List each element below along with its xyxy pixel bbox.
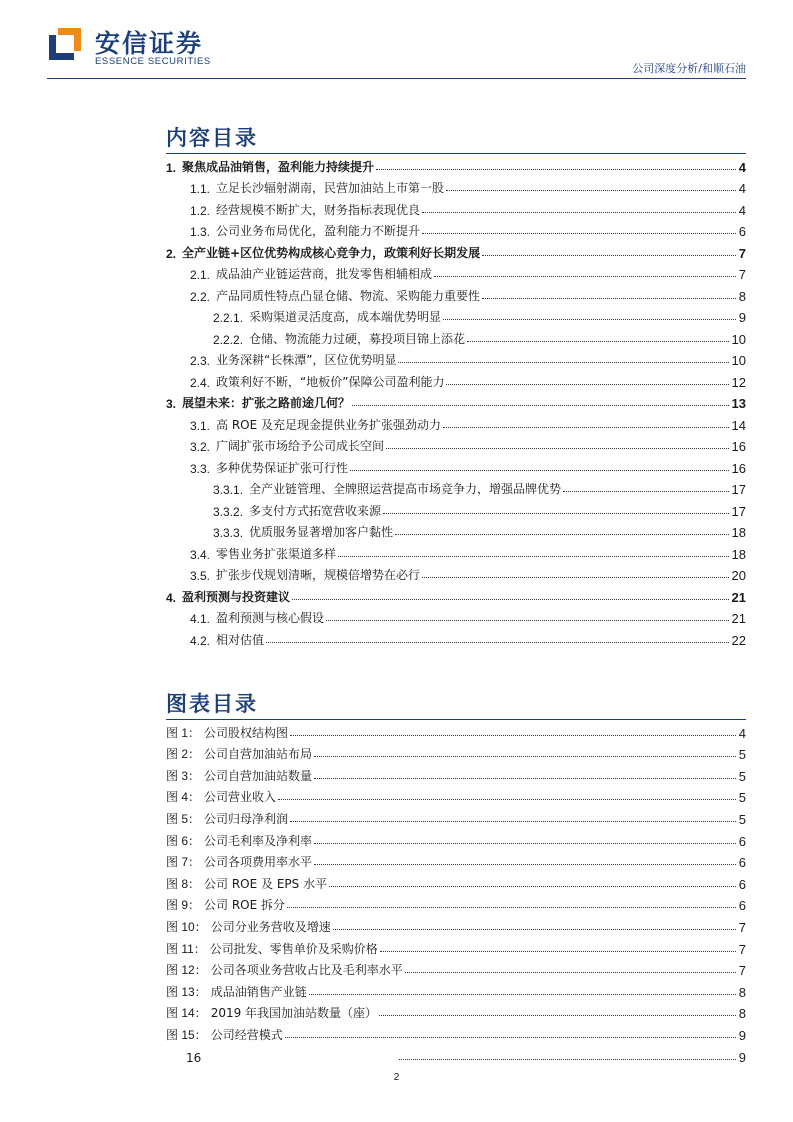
figure-entry-text: 公司营业收入 bbox=[204, 790, 277, 805]
figure-entry-page: 7 bbox=[738, 919, 746, 935]
figure-entry[interactable] bbox=[166, 935, 746, 957]
figure-entry[interactable] bbox=[166, 1000, 746, 1022]
toc-entry-page: 13 bbox=[731, 396, 746, 411]
leader-dots bbox=[292, 599, 729, 600]
toc-entry-text: 展望未来：扩张之路前途几何？ bbox=[182, 396, 351, 410]
toc-entry-text: 仓储、物流能力过硬，募投项目锦上添花 bbox=[249, 331, 466, 346]
toc-entry-number: 1.2. bbox=[190, 203, 211, 218]
figure-entry-page: 9 bbox=[738, 1049, 746, 1065]
leader-dots bbox=[395, 534, 728, 535]
figure-entry-page: 6 bbox=[738, 855, 746, 871]
toc-entry-number: 2.3. bbox=[190, 354, 211, 368]
toc-entry-text: 公司业务布局优化，盈利能力不断提升 bbox=[216, 224, 421, 238]
figure-entry[interactable] bbox=[166, 978, 746, 1000]
leader-dots bbox=[285, 1037, 736, 1038]
figure-entry-text: 公司经营模式 bbox=[210, 1027, 283, 1042]
leader-dots bbox=[376, 169, 736, 170]
toc-entry-page: 18 bbox=[731, 546, 746, 562]
figure-entry-page: 5 bbox=[738, 790, 746, 806]
toc-entry[interactable] bbox=[166, 562, 746, 584]
toc-entry-page: 4 bbox=[738, 202, 746, 218]
toc-entry-text: 聚焦成品油销售，盈利能力持续提升 bbox=[182, 159, 375, 174]
toc-entry-page: 4 bbox=[738, 181, 746, 196]
toc-entry[interactable] bbox=[166, 583, 746, 605]
toc-entry-number: 3.3.1. bbox=[213, 483, 244, 497]
leader-dots bbox=[398, 362, 728, 363]
toc-entry[interactable] bbox=[166, 390, 746, 412]
figure-entry-number: 图 13： bbox=[166, 984, 207, 999]
figure-entry-text: 公司归母净利润 bbox=[204, 811, 289, 826]
figure-entry-text: 公司自营加油站布局 bbox=[204, 747, 313, 762]
leader-dots bbox=[338, 556, 729, 557]
essence-logo-icon bbox=[47, 26, 83, 62]
toc-entry-text: 盈利预测与投资建议 bbox=[182, 589, 291, 604]
toc-entry-number: 3.5. bbox=[190, 569, 211, 583]
toc-entry-number: 3.2. bbox=[190, 440, 211, 454]
toc-entry-number: 2.2.1. bbox=[213, 311, 244, 325]
figure-entry[interactable] bbox=[166, 892, 746, 914]
toc-entry-number: 3.3.2. bbox=[213, 504, 244, 519]
figure-entry[interactable] bbox=[166, 741, 746, 763]
toc-entry[interactable] bbox=[166, 519, 746, 541]
figure-entry-page: 5 bbox=[738, 768, 746, 784]
leader-dots bbox=[446, 384, 728, 385]
leader-dots bbox=[287, 907, 736, 908]
toc-entry-page: 10 bbox=[731, 353, 746, 368]
leader-dots bbox=[422, 212, 736, 213]
toc-entry-page: 4 bbox=[738, 159, 746, 175]
leader-dots bbox=[278, 799, 736, 800]
leader-dots bbox=[422, 577, 729, 578]
brand-name-en: ESSENCE SECURITIES bbox=[95, 56, 211, 67]
figure-entry-text: 2019 年我国加油站数量（座） bbox=[210, 1006, 378, 1021]
toc-entry-text: 多种优势保证扩张可行性 bbox=[216, 460, 349, 475]
figure-entry-number: 图 15： bbox=[166, 1027, 207, 1042]
toc-entry-text: 相对估值 bbox=[216, 632, 265, 647]
toc-entry-number: 1.1. bbox=[190, 182, 211, 196]
toc-entry-number: 2.4. bbox=[190, 375, 211, 390]
toc-entry-page: 22 bbox=[731, 632, 746, 648]
toc-entry-text: 全产业链+区位优势构成核心竞争力，政策利好长期发展 bbox=[182, 245, 481, 260]
toc-entry-text: 政策利好不断，“地板价”保障公司盈利能力 bbox=[216, 374, 445, 389]
figure-entry-number: 图 9： bbox=[166, 898, 201, 913]
figure-entry-text: 16 bbox=[186, 1050, 202, 1065]
leader-dots bbox=[333, 929, 736, 930]
leader-dots bbox=[482, 298, 736, 299]
toc-entry-text: 广阔扩张市场给予公司成长空间 bbox=[216, 439, 385, 453]
figure-entry-page: 6 bbox=[738, 833, 746, 849]
figure-entry-page: 7 bbox=[738, 963, 746, 979]
toc-entry-page: 6 bbox=[738, 224, 746, 239]
figure-entry[interactable] bbox=[166, 1043, 746, 1065]
leader-dots bbox=[446, 190, 736, 191]
toc-entry[interactable] bbox=[166, 261, 746, 283]
figure-entry[interactable] bbox=[166, 805, 746, 827]
figure-entry-number: 图 8： bbox=[166, 876, 201, 891]
toc-entry[interactable] bbox=[166, 196, 746, 218]
toc-entry-text: 产品同质性特点凸显仓储、物流、采购能力重要性 bbox=[216, 288, 481, 303]
figure-entry-text: 公司批发、零售单价及采购价格 bbox=[209, 941, 378, 956]
leader-dots bbox=[314, 756, 736, 757]
toc-entry[interactable] bbox=[166, 411, 746, 433]
leader-dots bbox=[266, 642, 729, 643]
figure-entry-text: 公司股权结构图 bbox=[204, 725, 289, 740]
leader-dots bbox=[467, 341, 728, 342]
lof-title: 图表目录 bbox=[166, 692, 258, 716]
toc-entry-number: 2.2.2. bbox=[213, 332, 244, 347]
figure-entry[interactable] bbox=[166, 957, 746, 979]
figure-entry[interactable] bbox=[166, 784, 746, 806]
figure-entry-number: 图 14： bbox=[166, 1006, 207, 1021]
figure-entry-text: 公司自营加油站数量 bbox=[204, 768, 313, 783]
figure-entry[interactable] bbox=[166, 1021, 746, 1043]
toc-entry[interactable] bbox=[166, 175, 746, 197]
toc-entry[interactable] bbox=[166, 347, 746, 369]
report-label: 公司深度分析/和顺石油 bbox=[632, 62, 746, 75]
figure-entry-page: 9 bbox=[738, 1027, 746, 1043]
toc-entry[interactable] bbox=[166, 454, 746, 476]
figure-entry-text: 成品油销售产业链 bbox=[210, 984, 307, 999]
toc-entry[interactable] bbox=[166, 239, 746, 261]
toc-entry-number: 2.1. bbox=[190, 268, 211, 282]
figure-entry-page: 8 bbox=[738, 1006, 746, 1022]
leader-dots bbox=[422, 233, 736, 234]
toc-list bbox=[166, 153, 746, 648]
figure-entry[interactable] bbox=[166, 827, 746, 849]
toc-entry-text: 业务深耕“长株潭”，区位优势明显 bbox=[216, 353, 397, 367]
toc-entry-number: 3.1. bbox=[190, 418, 211, 433]
leader-dots bbox=[443, 427, 729, 428]
leader-dots bbox=[309, 994, 736, 995]
toc-entry-page: 17 bbox=[731, 503, 746, 519]
leader-dots bbox=[383, 513, 728, 514]
toc-entry-text: 多支付方式拓宽营收来源 bbox=[249, 503, 382, 518]
leader-dots bbox=[380, 951, 736, 952]
figure-entry-number: 图 5： bbox=[166, 811, 201, 826]
leader-dots bbox=[326, 620, 729, 621]
toc-entry-page: 8 bbox=[738, 288, 746, 304]
figure-list bbox=[166, 719, 746, 1065]
toc-entry-page: 21 bbox=[731, 589, 746, 605]
toc-entry[interactable] bbox=[166, 153, 746, 175]
figure-entry-number: 图 1： bbox=[166, 725, 201, 740]
toc-entry-page: 20 bbox=[731, 568, 746, 583]
figure-entry-number: 图 10： bbox=[166, 919, 207, 934]
figure-entry[interactable] bbox=[166, 762, 746, 784]
figure-entry-text: 公司各项费用率水平 bbox=[204, 855, 313, 870]
figure-entry-page: 5 bbox=[738, 811, 746, 827]
figure-entry-number: 图 6： bbox=[166, 833, 201, 848]
figure-entry[interactable] bbox=[166, 849, 746, 871]
leader-dots bbox=[314, 864, 736, 865]
toc-entry-page: 7 bbox=[738, 245, 746, 261]
figure-entry-page: 7 bbox=[738, 941, 746, 957]
toc-entry-page: 7 bbox=[738, 267, 746, 282]
toc-entry-page: 14 bbox=[731, 417, 746, 433]
toc-entry[interactable] bbox=[166, 325, 746, 347]
toc-entry-number: 4. bbox=[166, 590, 177, 605]
leader-dots bbox=[352, 405, 729, 406]
leader-dots bbox=[290, 821, 736, 822]
leader-dots bbox=[314, 843, 736, 844]
figure-entry-number: 图 11： bbox=[166, 941, 206, 956]
toc-entry[interactable] bbox=[166, 218, 746, 240]
figure-entry-page: 4 bbox=[738, 725, 746, 741]
figure-entry-page: 6 bbox=[738, 898, 746, 914]
toc-entry-page: 12 bbox=[731, 374, 746, 390]
figure-entry-number: 图 7： bbox=[166, 855, 201, 870]
leader-dots bbox=[482, 255, 736, 256]
toc-entry-page: 9 bbox=[738, 310, 746, 325]
toc-entry-number: 4.2. bbox=[190, 633, 211, 648]
leader-dots bbox=[405, 972, 736, 973]
leader-dots bbox=[434, 276, 736, 277]
page-header bbox=[0, 0, 793, 80]
figure-entry-page: 5 bbox=[738, 747, 746, 763]
toc-entry[interactable] bbox=[166, 497, 746, 519]
toc-entry-number: 3.3.3. bbox=[213, 526, 244, 540]
toc-entry-text: 优质服务显著增加客户黏性 bbox=[249, 525, 394, 539]
toc-entry-number: 4.1. bbox=[190, 612, 211, 626]
toc-entry-text: 零售业务扩张渠道多样 bbox=[216, 546, 337, 561]
leader-dots bbox=[350, 470, 729, 471]
toc-title: 内容目录 bbox=[166, 126, 258, 150]
leader-dots bbox=[386, 448, 729, 449]
figure-entry-number: 图 2： bbox=[166, 747, 201, 762]
page-number: 2 bbox=[393, 1072, 400, 1083]
toc-entry[interactable] bbox=[166, 605, 746, 627]
leader-dots bbox=[563, 491, 728, 492]
toc-entry-page: 17 bbox=[731, 482, 746, 497]
toc-entry-text: 经营规模不断扩大，财务指标表现优良 bbox=[216, 202, 421, 217]
toc-entry-text: 扩张步伐规划清晰，规模倍增势在必行 bbox=[216, 568, 421, 582]
brand-name-cn: 安信证券 bbox=[95, 29, 204, 58]
toc-entry-page: 16 bbox=[731, 439, 746, 454]
figure-entry-text: 公司 ROE 拆分 bbox=[204, 898, 286, 913]
toc-entry[interactable] bbox=[166, 540, 746, 562]
leader-dots bbox=[379, 1015, 736, 1016]
toc-entry-page: 18 bbox=[731, 525, 746, 540]
toc-entry-number: 3.4. bbox=[190, 547, 211, 562]
toc-entry[interactable] bbox=[166, 626, 746, 648]
toc-entry[interactable] bbox=[166, 368, 746, 390]
toc-entry-number: 3.3. bbox=[190, 461, 211, 476]
toc-entry-number: 1.3. bbox=[190, 225, 211, 239]
toc-entry-page: 16 bbox=[731, 460, 746, 476]
figure-entry-text: 公司 ROE 及 EPS 水平 bbox=[204, 876, 328, 891]
toc-entry-page: 10 bbox=[731, 331, 746, 347]
toc-entry-number: 2.2. bbox=[190, 289, 211, 304]
toc-entry-text: 高 ROE 及充足现金提供业务扩张强劲动力 bbox=[216, 417, 442, 432]
toc-entry-text: 盈利预测与核心假设 bbox=[216, 611, 325, 625]
toc-entry-text: 全产业链管理、全牌照运营提高市场竞争力，增强品牌优势 bbox=[249, 482, 562, 496]
leader-dots bbox=[314, 778, 736, 779]
leader-dots bbox=[399, 1059, 735, 1060]
toc-entry-number: 2. bbox=[166, 246, 177, 261]
toc-entry-page: 21 bbox=[731, 611, 746, 626]
toc-entry[interactable] bbox=[166, 282, 746, 304]
toc-entry-number: 1. bbox=[166, 160, 177, 175]
toc-entry-text: 采购渠道灵活度高，成本端优势明显 bbox=[249, 310, 442, 324]
figure-entry-page: 8 bbox=[738, 984, 746, 1000]
leader-dots bbox=[443, 319, 736, 320]
toc-entry[interactable] bbox=[166, 433, 746, 455]
figure-entry[interactable] bbox=[166, 870, 746, 892]
toc-entry-text: 成品油产业链运营商，批发零售相辅相成 bbox=[216, 267, 433, 281]
toc-entry-text: 立足长沙辐射湖南，民营加油站上市第一股 bbox=[216, 181, 445, 195]
figure-entry-number: 图 12： bbox=[166, 963, 207, 978]
header-divider bbox=[47, 78, 746, 79]
toc-entry[interactable] bbox=[166, 476, 746, 498]
leader-dots bbox=[329, 886, 736, 887]
figure-entry-page: 6 bbox=[738, 876, 746, 892]
figure-entry-text: 公司毛利率及净利率 bbox=[204, 833, 313, 848]
figure-entry[interactable] bbox=[166, 719, 746, 741]
figure-entry[interactable] bbox=[166, 913, 746, 935]
leader-dots bbox=[290, 735, 736, 736]
toc-entry-number: 3. bbox=[166, 397, 177, 411]
figure-entry-text: 公司分业务营收及增速 bbox=[210, 919, 331, 934]
figure-entry-number: 图 4： bbox=[166, 790, 201, 805]
figure-entry-text: 公司各项业务营收占比及毛利率水平 bbox=[210, 963, 403, 978]
figure-entry-number: 图 3： bbox=[166, 768, 201, 783]
toc-entry[interactable] bbox=[166, 304, 746, 326]
